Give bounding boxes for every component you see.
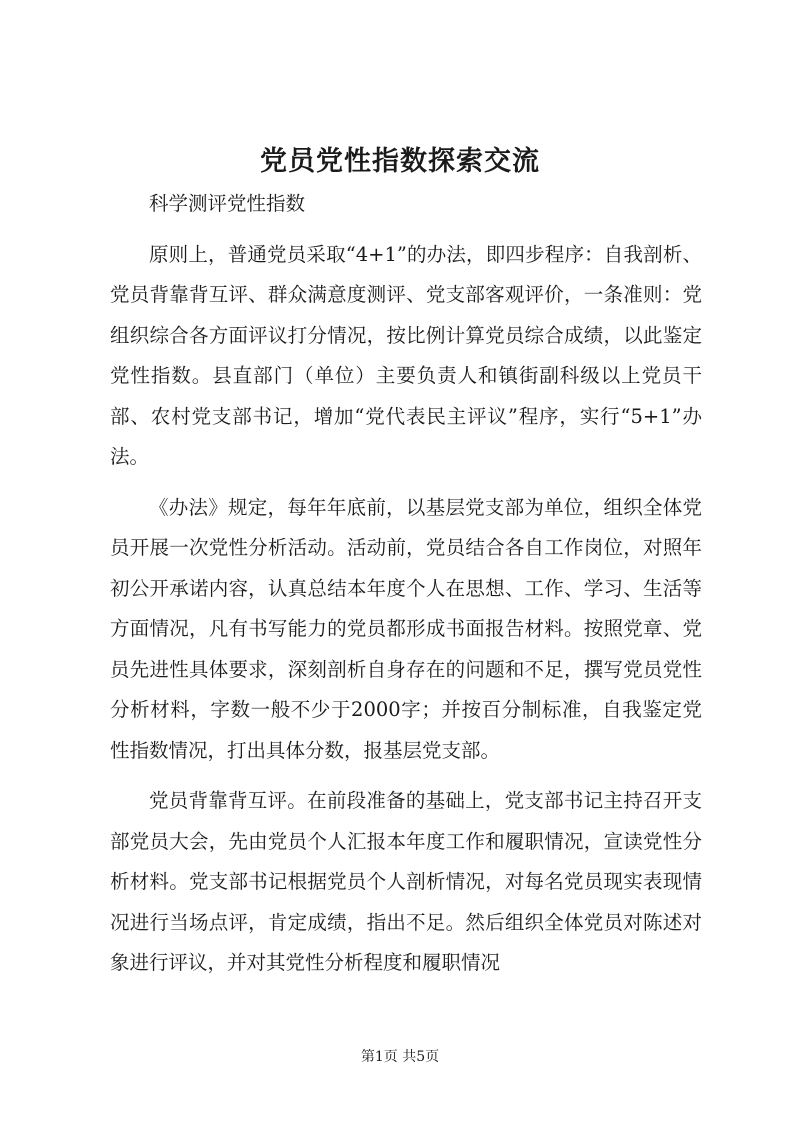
paragraph-method-rules: 《办法》规定，每年年底前，以基层党支部为单位，组织全体党员开展一次党性分析活动。活动前，党员结合各自工作岗位，对照年初公开承诺内容，认真总结本年度个人在思想、工作、学习、生活等方面情况，凡有书写能力的党员都形成书面报告材料。按照党章、党员先进性具体要求，深刻剖析自身存在的问题和不足，撰写党员党性分析材料，字数一般不少于2000字；并按百分制标准，自我鉴定党性指数情况，打出具体分数，报基层党支部。 [110,495,702,762]
page-footer: 第1页 共5页 [360,1049,440,1065]
paragraph-peer-review: 党员背靠背互评。在前段准备的基础上，党支部书记主持召开支部党员大会，先由党员个人汇报本年度工作和履职情况，宣读党性分析材料。党支部书记根据党员个人剖析情况，对每名党员现实表现情况进行当场点评，肯定成绩，指出不足。然后组织全体党员对陈述对象进行评议，并对其党性分析程度和履职情况 [110,789,702,974]
page-title: 党员党性指数探索交流 [260,146,540,177]
document-body [110,184,702,984]
paragraph-principle: 原则上，普通党员采取“4+1”的办法，即四步程序：自我剖析、党员背靠背互评、群众满意度测评、党支部客观评价，一条准则：党组织综合各方面评议打分情况，按比例计算党员综合成绩，以此鉴定党性指数。县直部门（单位）主要负责人和镇街副科级以上党员干部、农村党支部书记，增加“党代表民主评议”程序，实行“5+1”办法。 [110,242,702,468]
section-subheading: 科学测评党性指数 [149,192,306,215]
